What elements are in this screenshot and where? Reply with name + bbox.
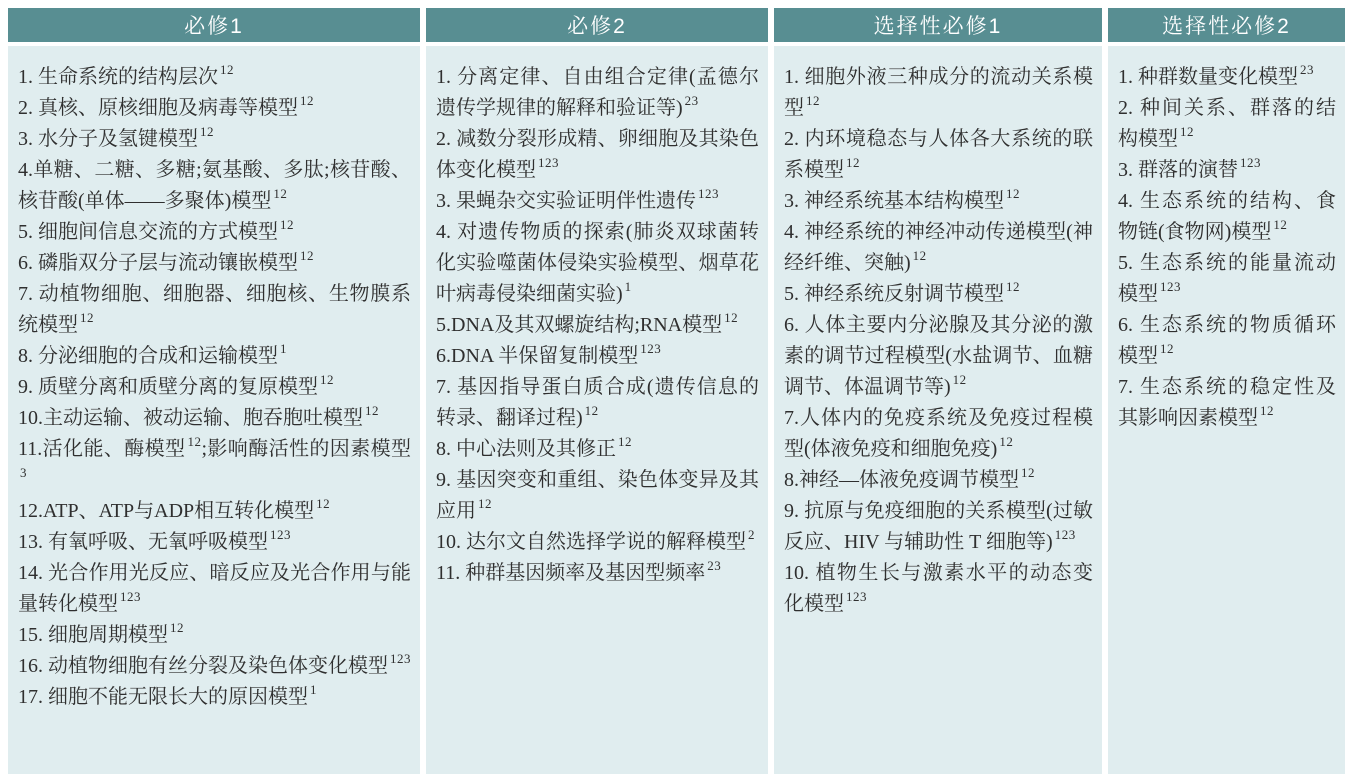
- list-item: 9. 质壁分离和质壁分离的复原模型 $^{12}$: [18, 372, 334, 398]
- item-superscript: 23: [1300, 62, 1314, 78]
- column-bixiu-1: [8, 8, 420, 774]
- list-item: 3. 群落的演替 $^{123}$: [1118, 155, 1261, 181]
- item-superscript: 12: [300, 248, 314, 264]
- list-item: 6.DNA 半保留复制模型 $^{123}$: [436, 341, 662, 367]
- item-superscript: 12: [846, 155, 860, 171]
- list-item: 10.主动运输、被动运输、胞吞胞吐模型 $^{12}$: [18, 403, 379, 429]
- item-superscript: 12: [584, 403, 599, 419]
- list-item: 1. 细胞外液三种成分的流动关系模型 $^{12}$: [784, 66, 1093, 119]
- list-item: 11.活化能、酶模型 $^{12}$;影响酶活性的因素模型$^3$: [18, 434, 411, 481]
- item-superscript: 12: [1180, 124, 1194, 140]
- item-superscript: 12: [316, 496, 331, 512]
- item-superscript: 1: [280, 341, 287, 357]
- list-item: 14. 光合作用光反应、暗反应及光合作用与能量转化模型 $^{123}$: [18, 562, 411, 615]
- item-superscript: 12: [80, 310, 94, 326]
- list-item: 3. 神经系统基本结构模型 $^{12}$: [784, 186, 1020, 212]
- list-item: 5. 生态系统的能量流动模型 $^{123}$: [1118, 252, 1336, 305]
- item-superscript: 12: [1160, 341, 1174, 357]
- list-item: 5. 神经系统反射调节模型 $^{12}$: [784, 279, 1020, 305]
- column-header-bixiu-1: 必修1: [8, 8, 420, 42]
- list-item: 3. 果蝇杂交实验证明伴性遗传 $^{123}$: [436, 186, 719, 212]
- list-item: 9. 抗原与免疫细胞的关系模型(过敏反应、HIV 与辅助性 T 细胞等) $^{123}$: [784, 500, 1093, 553]
- column-body-bixiu-1: [8, 46, 420, 774]
- item-superscript: 12: [1006, 186, 1020, 202]
- item-superscript: 123: [1054, 527, 1076, 543]
- item-superscript: 1: [310, 682, 317, 698]
- list-item: 11. 种群基因频率及基因型频率 $^{23}$: [436, 558, 722, 584]
- item-superscript: 12: [220, 62, 234, 78]
- item-superscript: 3: [20, 465, 27, 481]
- list-item: 5.DNA及其双螺旋结构;RNA模型 $^{12}$: [436, 310, 739, 336]
- list-item: 7. 生态系统的稳定性及其影响因素模型 $^{12}$: [1118, 376, 1336, 429]
- list-item: 4. 对遗传物质的探索(肺炎双球菌转化实验噬菌体侵染实验模型、烟草花叶病毒侵染细菌实验) $^1$: [436, 221, 759, 305]
- item-superscript: 123: [1160, 279, 1181, 295]
- item-superscript: 12: [1006, 279, 1020, 295]
- list-item: 2. 种间关系、群落的结构模型 $^{12}$: [1118, 97, 1336, 150]
- item-superscript: 12: [187, 434, 202, 450]
- item-superscript: 12: [273, 186, 288, 202]
- list-item: 8. 分泌细胞的合成和运输模型 $^1$: [18, 341, 287, 367]
- list-item: 4.单糖、二糖、多糖;氨基酸、多肽;核苷酸、核苷酸(单体——多聚体)模型 $^{12}$: [18, 159, 411, 212]
- list-item: 17. 细胞不能无限长大的原因模型 $^1$: [18, 682, 317, 708]
- list-item: 10. 达尔文自然选择学说的解释模型 $^2$: [436, 527, 755, 553]
- item-superscript: 12: [320, 372, 334, 388]
- list-item: 6. 磷脂双分子层与流动镶嵌模型 $^{12}$: [18, 248, 314, 274]
- column-header-xuanzexing-bixiu-2: 选择性必修2: [1108, 8, 1345, 42]
- item-superscript: 123: [538, 155, 559, 171]
- list-item: 16. 动植物细胞有丝分裂及染色体变化模型 $^{123}$: [18, 651, 411, 677]
- item-superscript: 12: [912, 248, 927, 264]
- item-superscript: 12: [618, 434, 632, 450]
- item-superscript: 12: [170, 620, 184, 636]
- list-item: 6. 人体主要内分泌腺及其分泌的激素的调节过程模型(水盐调节、血糖调节、体温调节等) $^{12}$: [784, 314, 1093, 398]
- item-superscript: 12: [365, 403, 379, 419]
- list-item: 3. 水分子及氢键模型 $^{12}$: [18, 124, 214, 150]
- item-superscript: 23: [684, 93, 699, 109]
- column-bixiu-2: [426, 8, 768, 774]
- list-item: 10. 植物生长与激素水平的动态变化模型 $^{123}$: [784, 562, 1093, 615]
- item-superscript: 12: [300, 93, 314, 109]
- list-item: 2. 真核、原核细胞及病毒等模型 $^{12}$: [18, 93, 314, 119]
- item-superscript: 12: [999, 434, 1014, 450]
- list-item: 7.人体内的免疫系统及免疫过程模型(体液免疫和细胞免疫) $^{12}$: [784, 407, 1093, 460]
- item-superscript: 123: [270, 527, 291, 543]
- item-superscript: 123: [846, 589, 867, 605]
- list-item: 2. 内环境稳态与人体各大系统的联系模型 $^{12}$: [784, 128, 1093, 181]
- list-item: 8.神经—体液免疫调节模型 $^{12}$: [784, 465, 1035, 491]
- item-superscript: 123: [390, 651, 411, 667]
- list-item: 2. 减数分裂形成精、卵细胞及其染色体变化模型 $^{123}$: [436, 128, 759, 181]
- column-body-xuanzexing-bixiu-1: [774, 46, 1102, 774]
- item-superscript: 12: [952, 372, 967, 388]
- list-item: 5. 细胞间信息交流的方式模型 $^{12}$: [18, 217, 294, 243]
- column-body-bixiu-2: [426, 46, 768, 774]
- column-header-bixiu-2: 必修2: [426, 8, 768, 42]
- list-item: 1. 分离定律、自由组合定律(孟德尔遗传学规律的解释和验证等) $^{23}$: [436, 66, 759, 119]
- item-superscript: 12: [724, 310, 739, 326]
- item-superscript: 12: [1021, 465, 1035, 481]
- column-header-xuanzexing-bixiu-1: 选择性必修1: [774, 8, 1102, 42]
- item-superscript: 123: [1240, 155, 1261, 171]
- list-item: 9. 基因突变和重组、染色体变异及其应用 $^{12}$: [436, 469, 759, 522]
- list-item: 7. 基因指导蛋白质合成(遗传信息的转录、翻译过程) $^{12}$: [436, 376, 759, 429]
- column-xuanzexing-bixiu-2: [1108, 8, 1345, 774]
- item-superscript: 123: [640, 341, 662, 357]
- item-superscript: 1: [624, 279, 632, 295]
- list-item: 8. 中心法则及其修正 $^{12}$: [436, 434, 632, 460]
- list-item: 6. 生态系统的物质循环模型 $^{12}$: [1118, 314, 1336, 367]
- item-superscript: 2: [748, 527, 755, 543]
- list-item: 13. 有氧呼吸、无氧呼吸模型 $^{123}$: [18, 527, 291, 553]
- list-item: 4. 神经系统的神经冲动传递模型(神经纤维、突触) $^{12}$: [784, 221, 1093, 274]
- item-superscript: 123: [698, 186, 719, 202]
- column-xuanzexing-bixiu-1: [774, 8, 1102, 774]
- list-item: 1. 种群数量变化模型 $^{23}$: [1118, 62, 1314, 88]
- list-item: 1. 生命系统的结构层次 $^{12}$: [18, 62, 234, 88]
- item-superscript: 123: [120, 589, 141, 605]
- item-superscript: 12: [280, 217, 294, 233]
- list-item: 15. 细胞周期模型 $^{12}$: [18, 620, 184, 646]
- list-item: 12.ATP、ATP与ADP相互转化模型 $^{12}$: [18, 496, 331, 522]
- list-item: 7. 动植物细胞、细胞器、细胞核、生物膜系统模型 $^{12}$: [18, 283, 411, 336]
- item-superscript: 12: [478, 496, 492, 512]
- item-superscript: 12: [806, 93, 820, 109]
- item-superscript: 12: [1260, 403, 1274, 419]
- item-superscript: 12: [200, 124, 214, 140]
- item-superscript: 23: [707, 558, 722, 574]
- item-superscript: 12: [1273, 217, 1288, 233]
- list-item: 4. 生态系统的结构、食物链(食物网)模型 $^{12}$: [1118, 190, 1336, 243]
- column-body-xuanzexing-bixiu-2: [1108, 46, 1345, 774]
